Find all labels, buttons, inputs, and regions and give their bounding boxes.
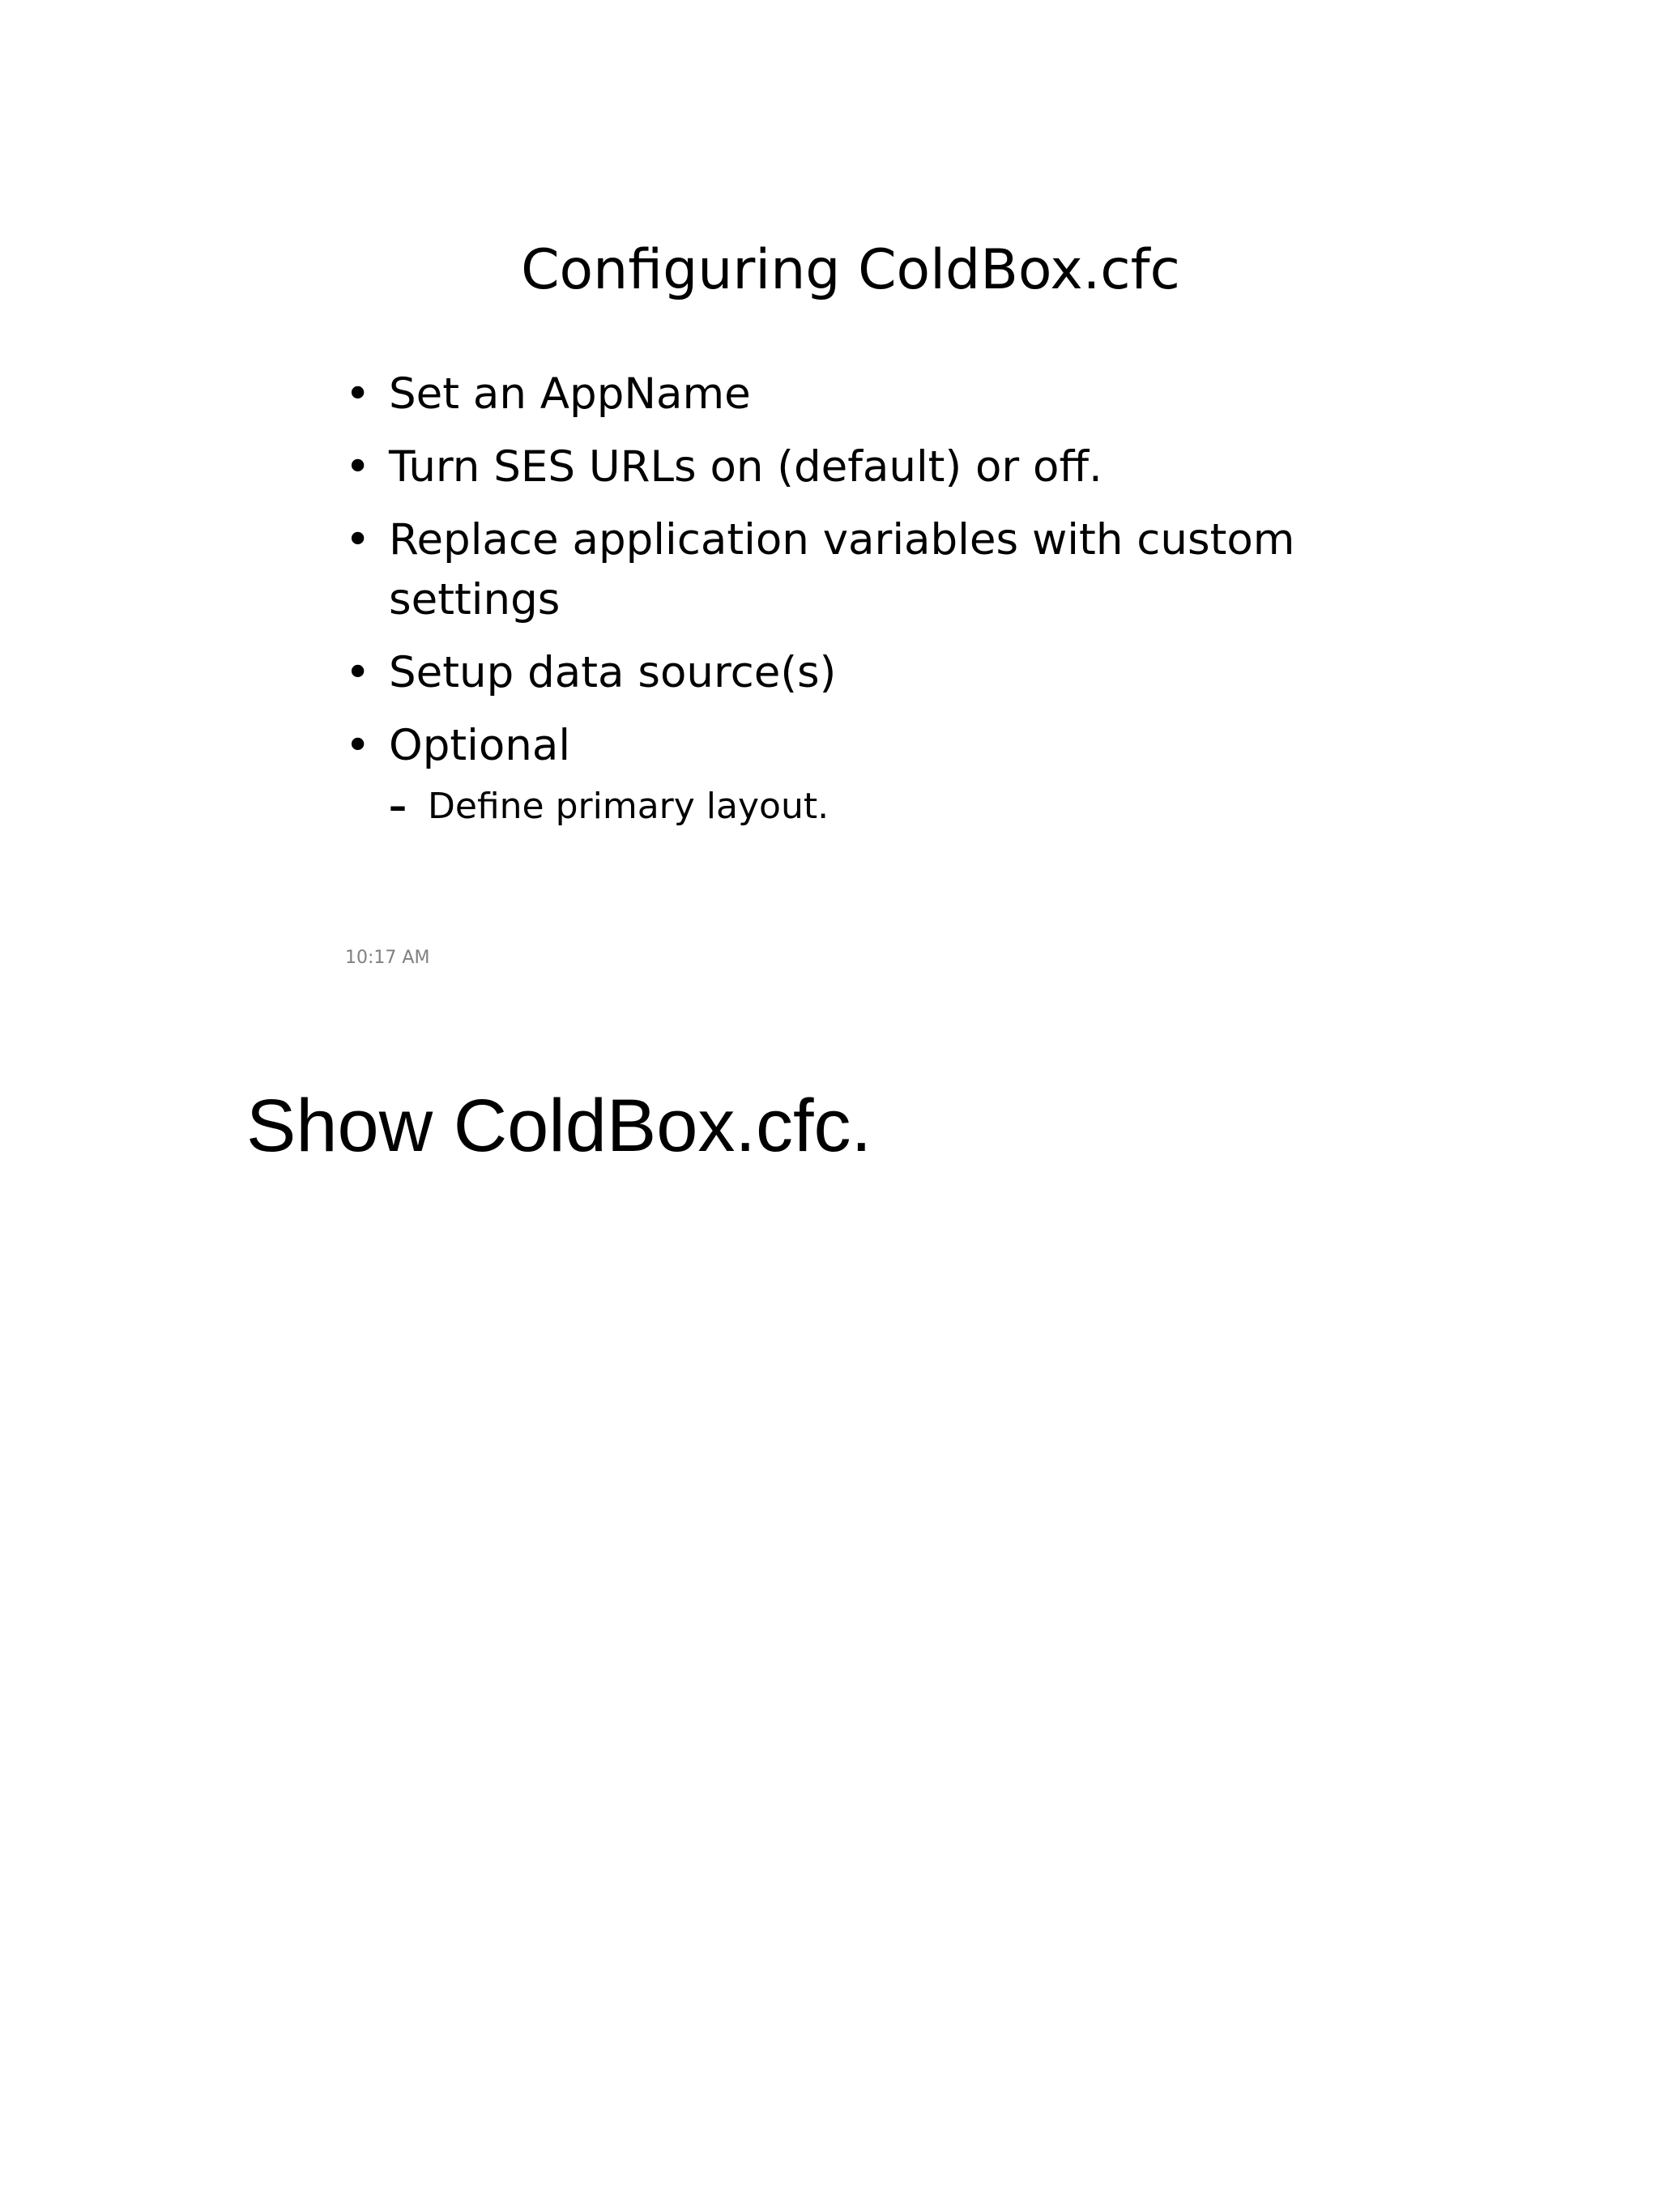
sub-bullet-list xyxy=(389,782,1312,831)
bullet-text: • Set an AppName xyxy=(389,369,751,419)
slide-title: Configuring ColdBox.cfc xyxy=(521,238,1180,302)
bullet-text: • Turn SES URLs on (default) or off. xyxy=(389,442,1102,492)
slide-timestamp: 10:17 AM xyxy=(345,948,430,968)
slide-thumbnail xyxy=(340,202,1361,996)
bullet-item xyxy=(340,716,1312,831)
bullet-item xyxy=(340,510,1312,630)
bullet-item xyxy=(340,437,1312,497)
bullet-text: • Setup data source(s) xyxy=(389,648,837,697)
bullet-text: • Optional xyxy=(389,721,571,770)
speaker-note: Show ColdBox.cfc. xyxy=(246,1085,872,1167)
bullet-text: • Replace application variables with custom settings xyxy=(389,515,1295,624)
bullet-item xyxy=(340,643,1312,703)
bullet-list xyxy=(340,364,1312,844)
bullet-item xyxy=(340,364,1312,424)
sub-bullet-item: – Define primary layout. xyxy=(389,782,1312,831)
